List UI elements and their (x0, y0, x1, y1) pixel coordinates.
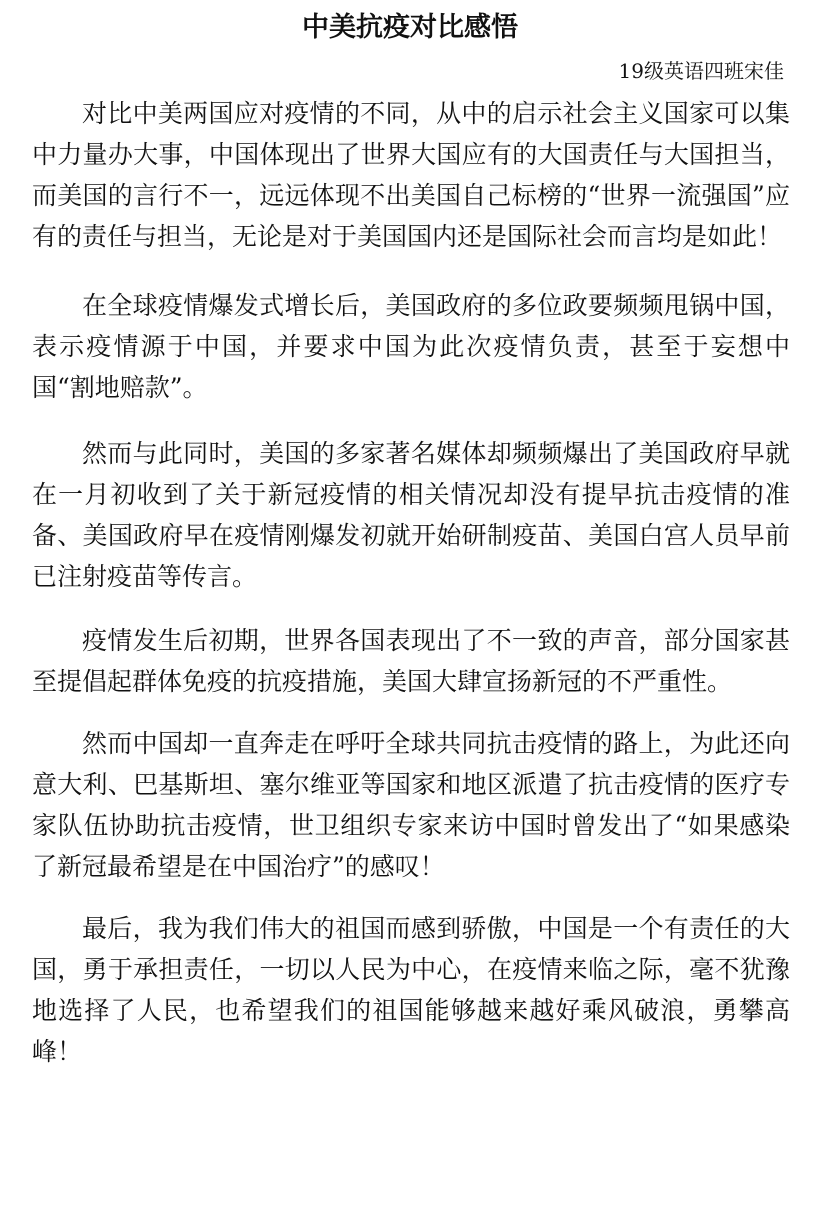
paragraph-2: 在全球疫情爆发式增长后，美国政府的多位政要频频甩锅中国，表示疫情源于中国，并要求中国为此次疫情负责，甚至于妄想中国“割地赔款”。 (32, 291, 790, 402)
document-body (32, 93, 790, 1090)
paragraph-4: 疫情发生后初期，世界各国表现出了不一致的声音，部分国家甚至提倡起群体免疫的抗疫措施，美国大肆宣扬新冠的不严重性。 (32, 626, 790, 696)
author-line: 19级英语四班宋佳 (618, 59, 784, 83)
paragraph-3: 然而与此同时，美国的多家著名媒体却频频爆出了美国政府早就在一月初收到了关于新冠疫情的相关情况却没有提早抗击疫情的准备、美国政府早在疫情刚爆发初就开始研制疫苗、美国白宫人员早前已注射疫苗等传言。 (32, 439, 790, 591)
paragraph-6: 最后，我为我们伟大的祖国而感到骄傲，中国是一个有责任的大国，勇于承担责任，一切以人民为中心，在疫情来临之际，毫不犹豫地选择了人民，也希望我们的祖国能够越来越好乘风破浪，勇攀高峰！ (32, 914, 790, 1066)
paragraph-5: 然而中国却一直奔走在呼吁全球共同抗击疫情的路上，为此还向意大利、巴基斯坦、塞尔维亚等国家和地区派遣了抗击疫情的医疗专家队伍协助抗击疫情，世卫组织专家来访中国时曾发出了“如果感染了新冠最希望是在中国治疗”的感叹！ (32, 729, 790, 881)
document-title: 中美抗疫对比感悟 (302, 12, 518, 43)
paragraph-1: 对比中美两国应对疫情的不同，从中的启示社会主义国家可以集中力量办大事，中国体现出了世界大国应有的大国责任与大国担当，而美国的言行不一，远远体现不出美国自己标榜的“世界一流强国”应有的责任与担当，无论是对于美国国内还是国际社会而言均是如此！ (32, 99, 790, 251)
